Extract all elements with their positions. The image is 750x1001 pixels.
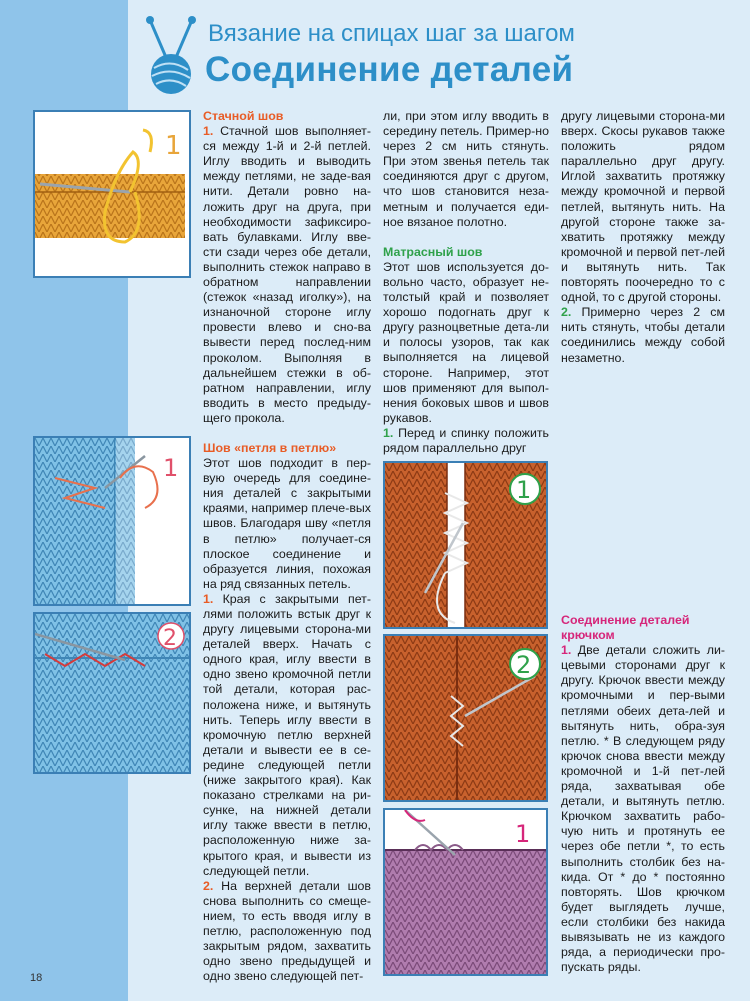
text-column-3-lower	[561, 613, 725, 975]
section-heading-loop-seam: Шов «петля в петлю»	[203, 440, 337, 455]
page-title: Соединение деталей	[205, 50, 574, 89]
paragraph	[203, 879, 371, 985]
paragraph-text: Стачной шов выполняет-ся между 1-й и 2-й петлей. Иглу вводить и выводить между петлями, не заде-вая нити. Детали ровно на-ложить друг на друга, при необходимости зафиксиро-вать булавками. Иглу вве-сти сзади через обе детали, выполнить стежок направо в обратном направлении (стежок «назад иголку»), на изнаночной стороне иглу провести влево и сно-ва вывести перед послед-ним проколом. Выполняя в дальнейшем стежки в об-ратном направлении, иглу вводить в место предыду-щего прокола.	[203, 124, 371, 425]
page-header	[0, 0, 750, 102]
step-number: 2.	[203, 878, 214, 893]
figure-number: 1	[515, 820, 531, 848]
step-number: 1.	[203, 124, 214, 139]
section-heading-stitch-seam: Стачной шов	[203, 109, 284, 123]
figure-crochet-1	[383, 808, 548, 976]
paragraph: другу лицевыми сторона-ми вверх. Скосы рукавов также положить рядом параллельно друг другу. Иглой захватить протяжку между кромочной и первой петлей, вытянуть нить. На другой стороне также за-хватить протяжку между кромочной и первой пет-лей и вытянуть нить. Так повторять поочередно то с одной, то с другой стороны.	[561, 109, 725, 305]
figure-loop-seam-2	[33, 612, 191, 774]
paragraph	[203, 124, 371, 426]
figure-number: 1	[165, 131, 182, 161]
text-column-2	[383, 109, 549, 456]
text-column-1	[203, 109, 371, 984]
page-number: 18	[30, 972, 43, 984]
page-subtitle: Вязание на спицах шаг за шагом	[208, 20, 575, 47]
yarn-ball-needles-icon	[140, 14, 202, 96]
paragraph-text: Края с закрытыми пет-лями положить встык друг к другу лицевыми сторона-ми деталей вверх. Начать с одного края, иглу ввести в одно звено кромочной петли той детали, которая рас-положена ниже, и вытянуть нить. Теперь иглу ввести в кромочную петлю верхней детали и вывести ее в се-редине следующей петли (ниже закрытого края). Как показано стрелками на ри-сунке, на нижней детали иглу также ввести в петлю, расположенную ниже за-крытого края, и вывести из следующей петли.	[203, 591, 371, 878]
paragraph: Этот шов подходит в пер-вую очередь для соедине-ния деталей с закрытыми краями, например плече-вых швов. Благодаря шву «петля в петлю» получает-ся плоское соединение и образуется линия, похожая на ряд связанных петель.	[203, 456, 371, 591]
paragraph: Этот шов используется до-вольно часто, образует не-толстый край и позволяет хорошо подогнать друг к другу разноцветные дета-ли и полосы узоров, так как выполняется на лицевой стороне. Например, этот шов применяют для выпол-нения боковых швов и швов рукавов.	[383, 259, 549, 425]
step-number: 1.	[203, 591, 214, 606]
paragraph	[203, 592, 371, 879]
figure-number: 1	[516, 476, 532, 504]
section-heading-crochet: Соединение деталей крючком	[561, 613, 690, 643]
text-column-3	[561, 109, 725, 366]
paragraph-text: Примерно через 2 см нить стянуть, чтобы детали соединились между собой незаметно.	[561, 305, 725, 365]
paragraph	[383, 426, 549, 456]
figure-mattress-1	[383, 461, 548, 629]
figure-loop-seam-1	[33, 436, 191, 606]
figure-number: 1	[163, 454, 179, 482]
step-number: 2.	[561, 305, 572, 320]
figure-number: 2	[163, 626, 177, 651]
paragraph-text: Две детали сложить ли-цевыми сторонами друг к другу. Крючок ввести между кромочными и пер-выми петлями обеих дета-лей и вытянуть нить, обра-зуя петлю. * В следующем ряду крючок снова ввести между кромочной и 1-й пет-лей ряда, захватывая обе детали, и вытянуть петлю. Крючком захватить рабо-чую нить и протянуть ее через обе петли *, то есть выполнить столбик без на-кида. От * до * постоянно повторять. Шов крючком будет выглядеть лучше, если столбики без накида вывязывать не из каждого ряда, а периодически про-пускать ряды.	[561, 643, 725, 975]
paragraph	[561, 305, 725, 365]
paragraph-text: На верхней детали шов снова выполнить со смеще-нием, то есть вводя иглу в петлю, расположенную под закрытым рядом, захватить одно звено предыдущей и одно звено следующей пет-	[203, 878, 371, 984]
step-number: 1.	[383, 425, 394, 440]
paragraph	[561, 643, 725, 975]
paragraph: ли, при этом иглу вводить в середину петель. Пример-но через 2 см нить стянуть. При этом звенья петель так соединяются друг с другом, что шов становится неза-метным и получается еди-ное вязаное полотно.	[383, 109, 549, 229]
figure-number: 2	[516, 651, 532, 679]
figure-stitch-seam	[33, 110, 191, 278]
step-number: 1.	[561, 643, 572, 658]
figure-mattress-2	[383, 634, 548, 802]
paragraph-text: Перед и спинку положить рядом параллельно друг	[383, 425, 549, 455]
section-heading-mattress-seam: Матрасный шов	[383, 244, 483, 259]
